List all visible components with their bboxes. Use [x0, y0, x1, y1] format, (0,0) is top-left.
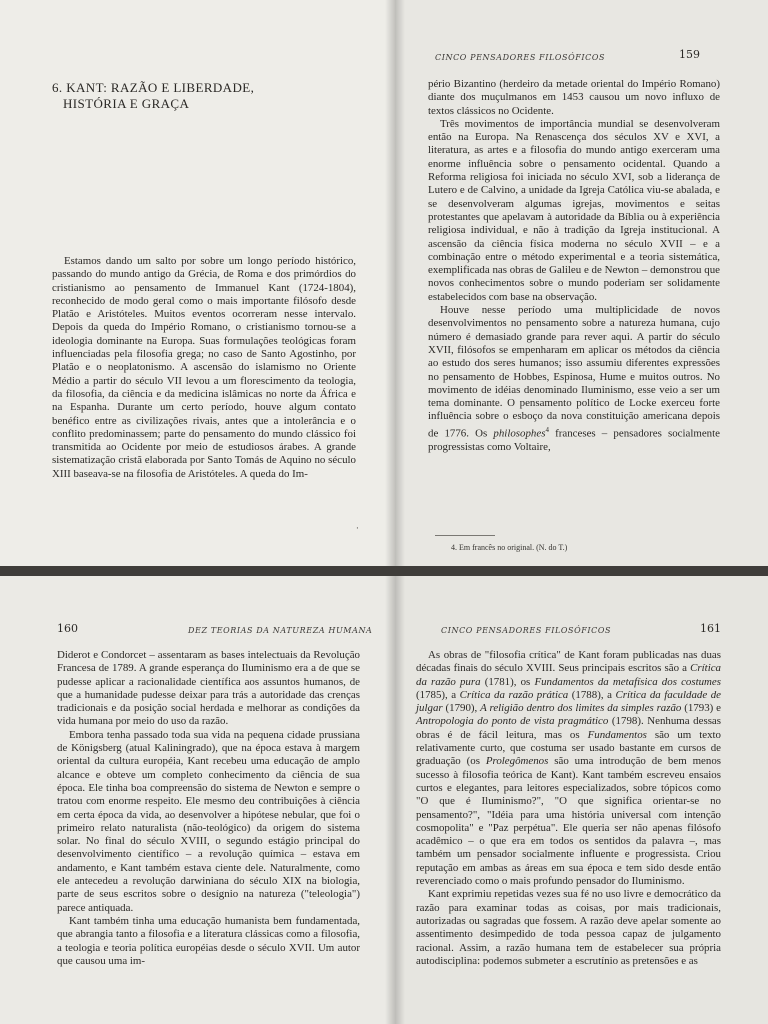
page-spine-shadow [385, 0, 395, 566]
page-spine-shadow [395, 0, 405, 566]
page-bottom-right [395, 576, 768, 1024]
chapter-title-line-1: 6. KANT: RAZÃO E LIBERDADE, [52, 80, 255, 95]
page-top-right [395, 0, 768, 566]
page-spine-shadow [395, 576, 405, 1024]
running-head: DEZ TEORIAS DA NATUREZA HUMANA [188, 626, 373, 635]
paragraph: Kant também tinha uma educação humanista bem fundamentada, que abrangia tanto a filosofia e a literatura clássicas como a filosofia, a teologia e teoria política européias desde o século XVII. Um autor que causou uma im- [57, 914, 360, 967]
work-title: Fundamentos da metafísica dos costumes [534, 675, 721, 688]
paragraph: Diderot e Condorcet – assentaram as bases intelectuais da Revolução Francesa de 1789. A grande esperança do Iluminismo era a de que se pudesse aplicar a racionalidade científica aos assuntos humanos, de que a humanidade pudesse deixar para trás a autoridade das crenças tradicionais e da posição social herdada e melhorar as condições da vida humana por meio do uso da razão. [57, 649, 360, 728]
page-gap [0, 566, 768, 576]
work-title: A religião dentro dos limites da simples razão [480, 702, 682, 715]
footnote-mark: 4 [545, 425, 549, 434]
paragraph: Estamos dando um salto por sobre um longo período histórico, passando do mundo antigo da Grécia, de Roma e dos primórdios do cristianismo ao pensamento de Immanuel Kant (1724-1804), reconhecido de modo geral como o mais importante filósofo desde Platão e Aristóteles. Muitos eventos ocorreram nesse intervalo. Depois da queda do Império Romano, o cristianismo tornou-se a ideologia dominante na Europa. Suas formulações teológicas foram influenciadas pela filosofia grega; no caso de Santo Agostinho, por Platão e o neoplatonismo. A ascensão do islamismo no Oriente Médio a partir do século VII levou a um florescimento da teologia, da filosofia, da ciência e da medicina islâmicas no norte da África e na Espanha. Durante um certo período, houve algum contato benéfico entre as civilizações rivais, antes que a intolerância e o conflito predominassem; parte do pensamento do mundo clássico foi transmitida ao Ocidente por meio de estudiosos árabes. A grande sistematização cristã elaborada por Santo Tomás de Aquino no século XIII baseava-se na filosofia de Aristóteles. A queda do Im- [52, 255, 356, 480]
work-title: Prolegômenos [485, 755, 549, 768]
page-top-left [0, 0, 395, 566]
paragraph: Embora tenha passado toda sua vida na pequena cidade prussiana de Königsberg (atual Kaliningrado), que na época estava à margem oriental da cultura européia, Kant recebeu uma educação de amplo alcance e obteve um completo conhecimento da ciência de sua época. Ele tinha boa compreensão do sistema de Newton e sempre o tratou com enorme respeito. Ele mesmo deu contribuições à ciência em certa época da vida, ao desenvolver a hipótese nebular, que foi o primeiro relato naturalista (não-teológico) da origem do sistema solar. No final do século XVIII, o segundo estágio principal do desenvolvimento científico – a revolução química – estava em andamento, e Kant também estava ciente dele. Naturalmente, como ele antecedeu a revolução darwiniana do século XIX na biologia, parte de seus escritos sobre o desígnio na natureza ("teleologia") parece antiquada. [57, 728, 360, 914]
footnote-rule [435, 535, 495, 536]
paragraph-text: (1790), [442, 702, 481, 715]
body-text [52, 255, 356, 481]
page-number: 159 [679, 48, 700, 61]
work-title: Crítica da faculdade de julgar [416, 688, 721, 715]
italic-term: philosophes [493, 427, 546, 440]
paragraph-text: As obras de "filosofia crítica" de Kant foram publicadas nas duas décadas finais do século XVIII. Seus principais escritos são a [416, 649, 721, 675]
page-number: 161 [700, 622, 721, 635]
work-title: Crítica da razão prática [459, 688, 569, 701]
paragraph-text: (1788), a [568, 688, 616, 701]
margin-mark: · [356, 524, 359, 534]
paragraph: Kant exprimiu repetidas vezes sua fé no uso livre e democrático da razão para examinar todas as coisas, por mais tradicionais, autorizadas ou sagradas que fossem. A razão deve apelar somente ao assentimento desimpedido de toda pessoa capaz de julgamento racional. Assim, a razão humana tem de estabelecer sua própria autodisciplina: podemos submeter a escrutínio as pretensões e as [416, 888, 721, 967]
chapter-title [52, 80, 254, 112]
body-text [416, 649, 721, 968]
paragraph-text: (1798). Nenhuma dessas obras é de fácil leitura, mas os [416, 715, 722, 741]
paragraph-text: (1781), os [480, 675, 535, 688]
work-title: Antropologia do ponto de vista pragmático [416, 715, 609, 728]
paragraph [428, 304, 720, 454]
paragraph-text: (1793) e [681, 702, 722, 715]
page-spine-shadow [385, 576, 395, 1024]
paragraph-text: franceses – pensadores socialmente progressistas como Voltaire, [428, 427, 720, 453]
paragraph-text: Houve nesse período uma multiplicidade de novos desenvolvimentos no pensamento sobre a natureza humana, cujo número é demasiado grande para rever aqui. A partir do século XVII, filósofos se empenharam em aplicar os métodos da ciência ao estudo dos seres humanos; isso assumiu diferentes expressões no pensamento de Hobbes, Espinosa, Hume e muitos outros. No movimento de idéias denominado Iluminismo, esse veio a ser um tema dominante. O pensamento político de Locke exerceu forte influência sobre o esboço da nova constituição americana depois de 1776. Os [428, 304, 720, 440]
paragraph [416, 649, 721, 888]
page-bottom-left [0, 576, 395, 1024]
paragraph: pério Bizantino (herdeiro da metade oriental do Império Romano) diante dos muçulmanos em 1453 causou um novo influxo de textos clássicos no Ocidente. [428, 78, 720, 117]
work-title: Crítica da razão pura [416, 662, 721, 688]
body-text [57, 649, 360, 968]
paragraph-text: são um texto relativamente curto, que costuma ser usado bastante em cursos de graduação (os [416, 728, 721, 768]
footnote: 4. Em francês no original. (N. do T.) [451, 543, 568, 552]
chapter-title-line-2: HISTÓRIA E GRAÇA [63, 96, 190, 111]
work-title: Fundamentos [587, 728, 647, 741]
page-number: 160 [57, 622, 78, 635]
running-head: CINCO PENSADORES FILOSÓFICOS [435, 53, 606, 62]
body-text [428, 78, 720, 454]
paragraph-text: são uma introdução de bem menos sucesso à filosofia teórica de Kant). Kant também escreveu ensaios curtos e elegantes, para leitores especializados, sobre tópicos como "O que é Iluminismo?", "O que significa orientar-se no pensamento?", "Idéia para uma história universal com intenção cosmopolita" e "Paz perpétua". Ele queria ser não apenas filósofo acadêmico – o que era em todos os sentidos da palavra –, mas também um pensador socialmente influente e progressista. Criou reputação em ambas as áreas em sua época e tem sido desde então reverenciado como o mais profundo pensador do Iluminismo. [416, 755, 722, 888]
running-head: CINCO PENSADORES FILOSÓFICOS [441, 626, 612, 635]
paragraph: Três movimentos de importância mundial se desenvolveram então na Europa. Na Renascença dos séculos XV e XVI, a literatura, as artes e a filosofia do mundo antigo exerceram uma enorme influência sobre o pensamento ocidental. Quando a Reforma religiosa foi iniciada no século XVI, sob a liderança de Lutero e de Calvino, a unidade da Igreja Católica viu-se abalada, e se desenvolveram algumas igrejas, movimentos e seitas protestantes que apelavam à autoridade da Bíblia ou à experiência religiosa individual, e não à tradição da Igreja institucional. A ascensão da ciência física moderna no século XVII – e a combinação entre o método experimental e a teoria sistemática, exemplificada nas obras de Galileu e de Newton – demonstrou que novos conhecimentos sobre o mundo poderiam ser solidamente estabelecidos com base na observação. [428, 117, 720, 303]
paragraph-text: (1785), a [416, 688, 460, 701]
